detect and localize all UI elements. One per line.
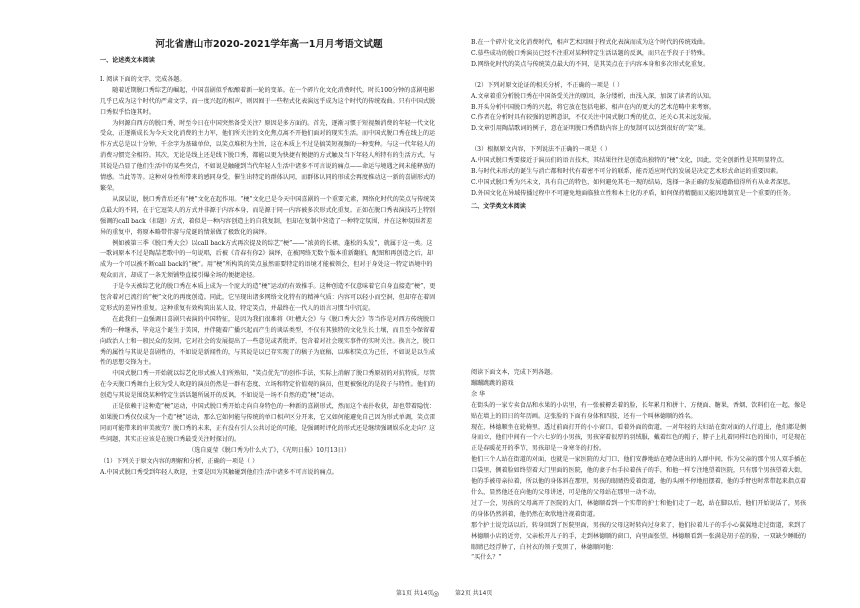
question-3: （3）根据原文内容，下列说法不正确的一项是（ ） bbox=[471, 146, 611, 154]
story-heading: 阅读下面文本，完成下列各题。 bbox=[471, 369, 557, 376]
question-2: （2）下列对原文论证的相关分析，不正确的一项是（ ） bbox=[471, 81, 624, 89]
question-2-option-b: B.开头分析中国脱口秀的兴起，将它放在包括电影、相声在内的更大的艺术范畴中来考察。 bbox=[471, 103, 716, 111]
source-note: （选自夏莹《脱口秀为什么火了》，《光明日报》10月13日） bbox=[188, 446, 350, 454]
story-paragraph-4: 过了一会，男孩的父母离开了医院的大门，林德顺看到一个实带的护士和他们走了一起，站在脚以后，他们开始说话了，男孩的身体仍然斜着，他仍然在欢欣地注视着街道。 bbox=[471, 499, 807, 518]
reading-heading: I. 阅读下面的文字，完成各题。 bbox=[100, 75, 186, 83]
question-3-option-a: A.中国式脱口秀要接近于演员们的语言技术，其结果往往是创造出独特的“梗”文化，因此，完全创新性是其明显特点。 bbox=[471, 157, 789, 165]
question-3-option-b: B.与时代未形式的诞生与消亡都和时代有着密不可分的联系，能否适应时代的发展是决定艺术形式命运的重要因素。 bbox=[471, 168, 783, 176]
page-number-left: 第1页 共14页 bbox=[396, 590, 434, 597]
passage-paragraph-3: 从深层说，脱口秀背后还有“梗”文化在起作用。“梗”文化已是今天中国喜剧的一个重要元素，网络化时代的笑点与传统笑点最大的不同，在于它逗笑人的方式并非源于内容本身，而是源于同一内容被多次形式化重复。正如在脱口秀表演技巧上特别强调的call back（扣题）方式，着似是一种内容创造上的自我复制，但却在复制中营造了一种特定氛围，并在这种氛围者差异的重复中，将原本略带伴游与荒诞的情景做了极致化的演绎。 bbox=[100, 195, 436, 236]
question-1-option-d: D.网络化时代的笑点与传统笑点最大的不同，是其笑点在于内容本身和多次形式化重复。 bbox=[471, 60, 710, 68]
story-paragraph-2: 现在，林德顺坐在轮椅里，透过前面打开的小小窗口，看着外面的街道，一对年轻的夫妇站在街对面的人行道上，他们都是侧身而立，他们中间有一个六七岁的小男孩，男孩穿着很厚的羽绒服，戴着红色的帽子，脖子上扎着同样红色的围巾，可是现在正是春暖花开的季节，男孩却是一身寒冬的打扮。 bbox=[471, 423, 807, 453]
right-column bbox=[471, 38, 809, 215]
story-block bbox=[471, 368, 809, 564]
passage-paragraph-1: 随着近期脱口秀综艺的崛起，中国喜剧似乎酝酿着新一轮的变革。在一个碎片化文化消费时代，时长100分钟的喜剧电影几乎已成为这个时代的严肃文学，而一度兴起的相声，则因囿于一些程式化表演远乎成为这个时代的传统戏曲。只有中国式脱口秀似乎恰逢其时。 bbox=[100, 86, 436, 116]
story-author: 余 华 bbox=[471, 390, 486, 398]
passage-paragraph-2: 为何源自西方的脱口秀，时至今日在中国突然备受关注？原因是多方面的。首先，逐渐习惯于短视频消费的年轻一代文化受众，正逐渐成长为今天文化消费的主力军，他们所关注的文化焦点离不开他们面对的现实生活。而中国式脱口秀在线上的运作方式总是以十分钟，千余字为基础单位，以笑点堆积为主旨，这在本质上不过是搞笑短视频的一种变种。与这一代年轻人的消费习惯完全相符。其次，无论是线上还是线下脱口秀，都能以更为快捷有便捷的方式触及当下年轻人所特有的生活方式，与其说是凸显了他们生活中的某些突点，不如说是触碰到当代年轻人生活中诸多不可言说的痛点——命运与境遇之间未能释放的情感。当此等等。这种对身性所带来的感同身受，催生出特定的群体认同，而群体认同的形成会再度推动这一新的喜剧形式的繁荣。 bbox=[100, 119, 436, 192]
story-last-line: “买什么？” bbox=[471, 554, 502, 562]
question-1-option-b: B.在一个碎片化文化消费时代，相声艺术因囿于程式化表演而成为这个时代的传统戏曲。 bbox=[471, 39, 709, 46]
question-2-option-d: D.文章引用陶喆歌词的例子，意在证明脱口秀借助内容上的复制可以达到很好的“笑”果。 bbox=[471, 125, 710, 133]
passage-paragraph-4: 例如被第三季《脱口秀大会》以call back方式再次提及的综艺“梗”——“浓黄的长裙，蓬松的头发”，就属于这一类。这一歌词原本不过是陶喆老歌中的一句说唱，后被《青春有你2》演绎，在被网络无数个版本重新翻拍，配图和再创造之后，却成为一个可以被不断call back的“梗”。用“梗”所构筑的笑点虽然需要特定的语境才能被领会，但对于身处这一特定语境中的观众而言，却成了一条无须铺垫直接引爆全场的便捷途径。 bbox=[100, 239, 433, 280]
passage-paragraph-8: 正是依赖于这种造“梗”运动，中国式脱口秀开始走向自身特色的一种新的喜剧形式，然而这个表扑收获，却也带着隐忧：如果脱口秀仅仅成为一个造“梗”运动，那么它如何能与传统的单口相声区分开来，它又如何能避免自己因为形式单调，笑点雷同而可能带来的审美疲劳？脱口秀的未来，正有没有引人公共讨论的可能，是强调时评化的形式还是继续强调娱乐化走向？这些问题，其实正应该是在脱口秀最受关注时探讨的。 bbox=[100, 403, 436, 443]
question-1-option-a: A.中国式脱口秀受到年轻人欢迎，主要是因为其触碰到他们生活中诸多不可言说的痛点。 bbox=[100, 468, 338, 476]
question-2-option-a: A.文章着重分析脱口秀在中国备受关注的原因，条分缕析，由浅入深，加深了读者的认知。 bbox=[471, 92, 715, 100]
question-3-option-c: C.中国式脱口秀为兴未文，具有自己的特色，如何避免其毛一现的结局，选择一条正确的发展道路值得所有从业者深思。 bbox=[471, 178, 795, 186]
story-paragraph-1: 在街头的一家专卖食品和水果的小店里，有一张被褥丢着的脸，长年累月和拼十、方便面、糖果，香烟、饮料们在一起，像是贴在墙上的旧日的年历画。这张脸的下面有身体和四肢，还有一个叫林德顺的姓名。 bbox=[471, 401, 807, 420]
question-3-option-d: D.外国文化在异域传播过程中不可避免地面临独立性和本土化的矛盾，如何保持精髓而又能因地制宜是一个重要的任务。 bbox=[471, 189, 795, 197]
document-title: 河北省唐山市2020-2021学年高一1月月考语文试题 bbox=[155, 39, 383, 50]
binding-mark-icon: ◎ bbox=[433, 590, 440, 598]
section-heading-1: 一、论述类文本阅读 bbox=[100, 57, 155, 64]
question-1: （1）下列关于原文内容的理解和分析，正确的一项是（ ） bbox=[100, 457, 259, 465]
question-1-option-c: C.慕些成功的脱口秀演员已经不注重对某种特定生活话题的反讽，而只在乎段子于特殊。 bbox=[471, 49, 709, 57]
page-number-right: 第2页 共14页 bbox=[455, 590, 493, 597]
passage-paragraph-6: 在此我们一直强调日喜剧只表演的中国特征，是因为我们很难将《吐槽大会》与《脱口秀大会》等当作是对西方传统脱口秀的一种继承，毕竟这个诞生于美国，并伴随着广播兴起而产生的谈话类型，不仅有其独特的文化生长土壤，而且至今保留着向政治人士和一般民众的发问，它对社会的发展提出了一些意见或者批评，包含着对社会现实事件的实时关注。换言之，脱口秀的属性与其说是喜剧性的，不如说是新闻性的，与其说是以已存实现了的稿子为底稿，以堆积笑点为己任，不如说是以生成性的思想交锋为主。 bbox=[100, 315, 436, 367]
passage-paragraph-7: 中国式脱口秀一开始就以综艺化形式被人们所熟知，“笑点优先”的创作手法，实际上消解了脱口秀原初的对抗特质，尽管在今天脱口秀舞台上较为受人欢迎的演员仍然是一群有态度、立场和特定价值观的演员，但更被强化的是段子与特性。他们的创造与其说是围绕某种特定生活话题所展开的反讽，不如说是一场不自然的造“梗”运动。 bbox=[100, 370, 436, 400]
section-heading-2: 二、文学类文本阅读 bbox=[471, 202, 526, 210]
story-title: 蹦蹦跳跳的游戏 bbox=[471, 379, 514, 387]
passage-paragraph-5: 于是今天被综艺化的脱口秀在本质上成为一个庞大的造“梗”运动的有效推手。这种创造不仅意味着它自身直接造“梗”，更包含着对已流行的“梗”文化的再度创造。同此，它呈现出诸多网络文化特有的精神气质：内容可以轻小而空洞，但却存在着固定形式的差异性重复。这种重复有效构筑出某人设、特定笑点，并最终在一代人的语言习惯当中沉淀。 bbox=[100, 283, 436, 312]
left-column bbox=[100, 38, 438, 478]
question-2-option-c: C.作者在分析时具有较强的思辨意识，不仅关注中国式脱口秀的优点，还关心其未远发展。 bbox=[471, 114, 716, 122]
story-paragraph-5: 那个护士说完话以后，转身回到了医院里面，男孩的父母这时转向过身来了，他们拉着儿子的手小心翼翼地走过街道，来到了林德顺小店的近旁，父亲松开儿子的手，走到林德顺的窗口，向里面张望，林德顺看到一张满是胡子茬的脸，一双缺少睡眠的眼睛已经浮肿了，白衬衣的领子变黑了，林德顺问他： bbox=[471, 521, 807, 551]
story-paragraph-3: 他们三个人站在街道的对面，也就是一家医院的大门口，他们安静地站在嘈杂进出的人群中间，作为父亲的那个男人双手插在口袋里，侧着脸如终望着大门里面的医院，他的妻子右手拉着孩子的手，和他一样专注地望着医院，只有那个男孩望着大街，他的手被母亲拉着，所以他的身体斜在那里，男孩的眼睛热爱着街道，他的头刚不停地扭摆着，他的手臂也时常带起来指点着什么，显然他还在向他的父母讲述，可是他的父母站在那里一动不动。 bbox=[471, 456, 807, 496]
